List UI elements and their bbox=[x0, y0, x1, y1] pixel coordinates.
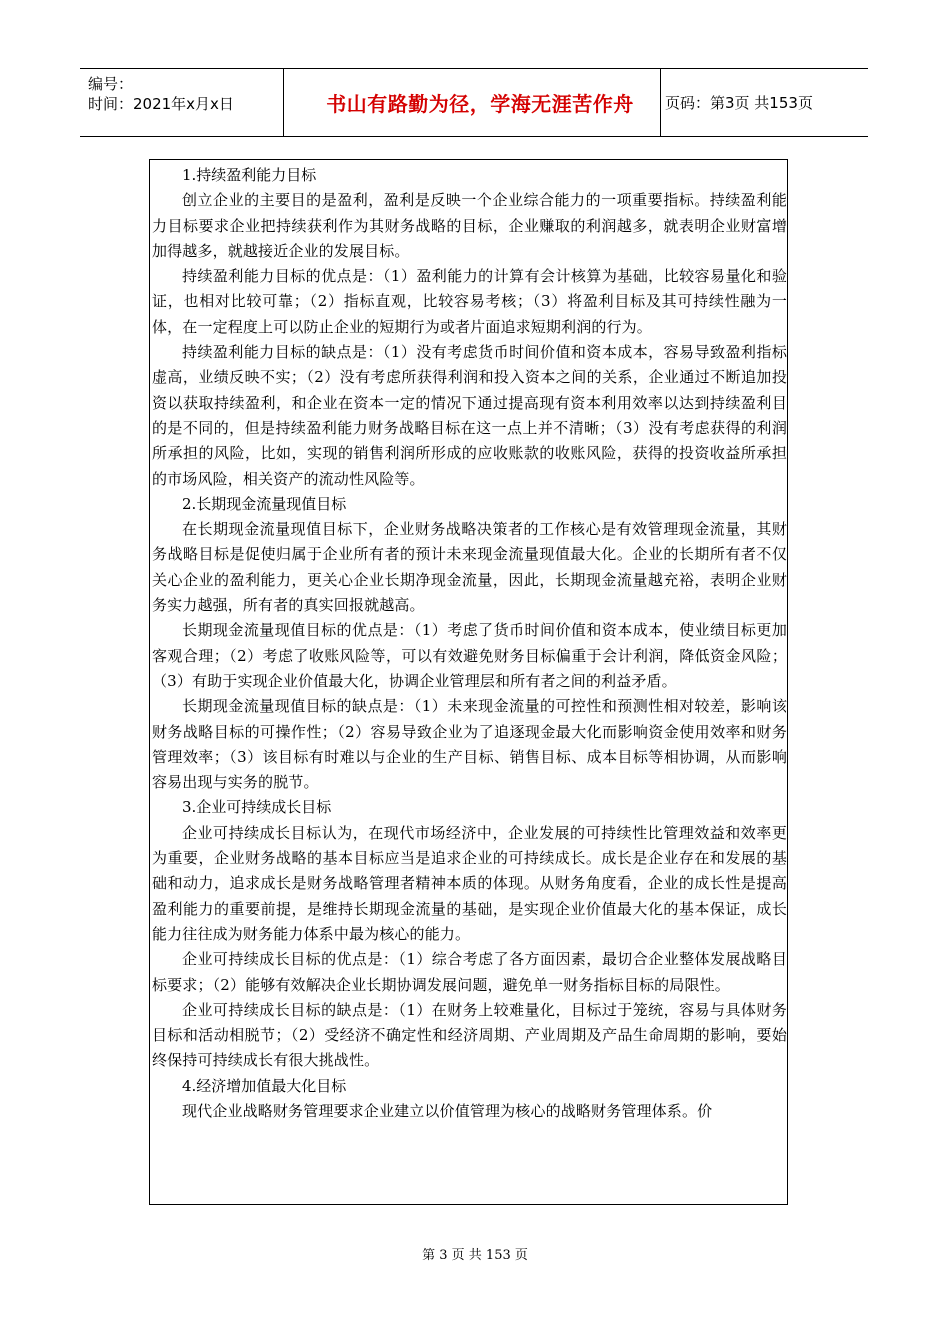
page-footer: 第 3 页 共 153 页 bbox=[422, 1248, 528, 1263]
page-header bbox=[80, 68, 868, 137]
header-divider-left bbox=[283, 69, 284, 136]
paragraph-3: 持续盈利能力目标的缺点是：（1）没有考虑货币时间价值和资本成本，容易导致盈利指标虚高，业绩反映不实；（2）没有考虑所获得利润和投入资本之间的关系，企业通过不断追加投资以获取持续盈利，和企业在资本一定的情况下通过提高现有资本利用效率以达到持续盈利目的是不同的，但是持续盈利能力财务战略目标在这一点上并不清晰；（3）没有考虑获得的利润所承担的风险，比如，实现的销售利润所形成的应收账款的收账风险，获得的投资收益所承担的市场风险，相关资产的流动性风险等。 bbox=[152, 343, 787, 488]
paragraph-8: 企业可持续成长目标的优点是：（1）综合考虑了各方面因素，最切合企业整体发展战略目标要求；（2）能够有效解决企业长期协调发展问题，避免单一财务指标目标的局限性。 bbox=[152, 950, 787, 994]
paragraph-7: 企业可持续成长目标认为，在现代市场经济中，企业发展的可持续性比管理效益和效率更为重要，企业财务战略的基本目标应当是追求企业的可持续成长。成长是企业存在和发展的基础和动力，追求成长是财务战略管理者精神本质的体现。从财务角度看，企业的成长性是提高盈利能力的重要前提，是维持长期现金流量的基础，是实现企业价值最大化的基本保证，成长能力往往成为财务能力体系中最为核心的能力。 bbox=[152, 823, 787, 943]
section-heading-2: 2.长期现金流量现值目标 bbox=[182, 494, 347, 513]
document-date-label: 时间：2021年x月x日 bbox=[88, 95, 234, 113]
section-heading-4: 4.经济增加值最大化目标 bbox=[182, 1076, 347, 1095]
paragraph-2: 持续盈利能力目标的优点是：（1）盈利能力的计算有会计核算为基础，比较容易量化和验证，也相对比较可靠；（2）指标直观，比较容易考核；（3）将盈利目标及其可持续性融为一体，在一定程度上可以防止企业的短期行为或者片面追求短期利润的行为。 bbox=[152, 267, 787, 336]
paragraph-4: 在长期现金流量现值目标下，企业财务战略决策者的工作核心是有效管理现金流量，其财务战略目标是促使归属于企业所有者的预计未来现金流量现值最大化。企业的长期所有者不仅关心企业的盈利能力，更关心企业长期净现金流量，因此，长期现金流量越充裕，表明企业财务实力越强，所有者的真实回报就越高。 bbox=[152, 520, 787, 615]
paragraph-5: 长期现金流量现值目标的优点是：（1）考虑了货币时间价值和资本成本，使业绩目标更加客观合理；（2）考虑了收账风险等，可以有效避免财务目标偏重于会计利润，降低资金风险；（3）有助于实现企业价值最大化，协调企业管理层和所有者之间的利益矛盾。 bbox=[152, 621, 787, 690]
section-heading-1: 1.持续盈利能力目标 bbox=[182, 166, 317, 184]
header-motto: 书山有路勤为径，学海无涯苦作舟 bbox=[326, 92, 634, 116]
paragraph-9: 企业可持续成长目标的缺点是：（1）在财务上较难量化，目标过于笼统，容易与具体财务目标和活动相脱节；（2）受经济不确定性和经济周期、产业周期及产品生命周期的影响，要始终保持可持续成长有很大挑战性。 bbox=[152, 1000, 787, 1070]
paragraph-6: 长期现金流量现值目标的缺点是：（1）未来现金流量的可控性和预测性相对较差，影响该财务战略目标的可操作性；（2）容易导致企业为了追逐现金最大化而影响资金使用效率和财务管理效率；（3）该目标有时难以与企业的生产目标、销售目标、成本目标等相协调，从而影响容易出现与实务的脱节。 bbox=[152, 697, 787, 792]
paragraph-10: 现代企业战略财务管理要求企业建立以价值管理为核心的战略财务管理体系。价 bbox=[182, 1101, 713, 1120]
section-heading-3: 3.企业可持续成长目标 bbox=[182, 798, 332, 817]
document-number-label: 编号： bbox=[88, 75, 134, 93]
document-body bbox=[149, 159, 788, 1205]
header-page-code: 页码：第3页 共153页 bbox=[665, 94, 813, 112]
paragraph-1: 创立企业的主要目的是盈利，盈利是反映一个企业综合能力的一项重要指标。持续盈利能力目标要求企业把持续获利作为其财务战略的目标，企业赚取的利润越多，就表明企业财富增加得越多，就越接近企业的发展目标。 bbox=[152, 191, 787, 260]
header-divider-right bbox=[660, 69, 661, 136]
